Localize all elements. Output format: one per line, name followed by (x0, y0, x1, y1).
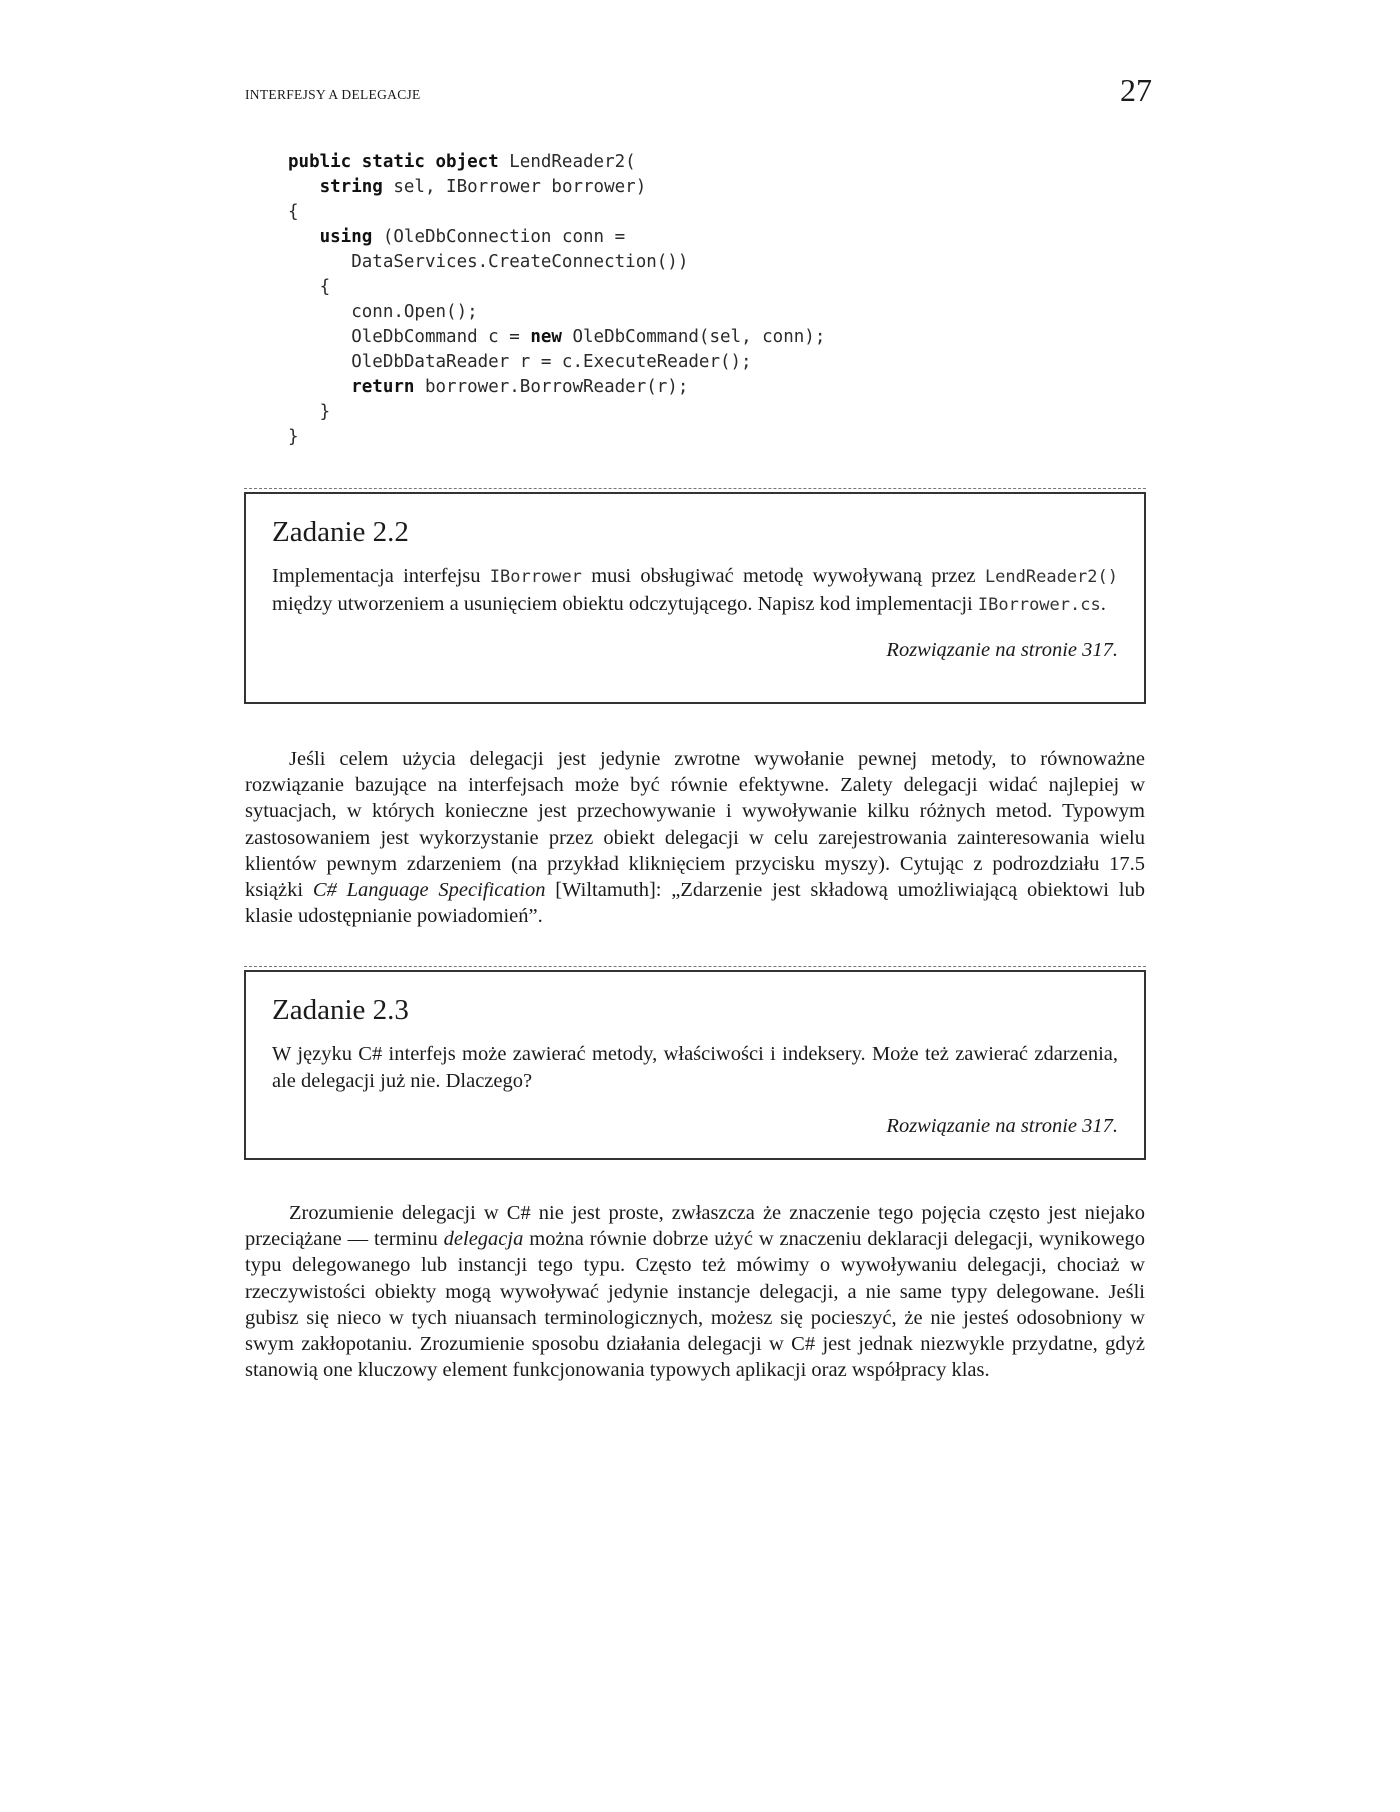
running-head: INTERFEJSY A DELEGACJE (245, 87, 421, 102)
task-title: Zadanie 2.3 (272, 994, 409, 1026)
code-line-7: conn.Open(); (351, 302, 478, 322)
code-line-3: { (288, 202, 299, 222)
code-line-12: } (288, 427, 299, 447)
solution-reference: Rozwiązanie na stronie 317. (886, 1115, 1118, 1137)
body-paragraph-1: Jeśli celem użycia delegacji jest jedynie zwrotne wywołanie pewnej metody, to równoważne rozwiązanie bazujące na interfejsach może być równie efektywne. Zalety delegacji widać najlepiej w sytuacjach, w których konieczne jest przechowywanie i wywoływanie kilku różnych metod. Typowym zastosowaniem jest wykorzystanie przez obiekt delegacji w celu zarejestrowania zainteresowania wielu klientów pewnym zdarzeniem (na przykład kliknięciem przycisku myszy). Cytując z podrozdziału 17.5 książki C# Language Specification [Wiltamuth]: „Zdarzenie jest składową umożliwiającą obiektowi lub klasie udostępnianie powiadomień”. (245, 748, 1145, 928)
code-line-4: using (OleDbConnection conn = (319, 227, 626, 247)
code-line-11: } (319, 402, 331, 422)
code-line-10: return borrower.BorrowReader(r); (351, 377, 689, 397)
code-line-8: OleDbCommand c = new OleDbCommand(sel, conn); (351, 327, 826, 347)
code-line-5: DataServices.CreateConnection()) (351, 252, 689, 272)
code-line-2: string sel, IBorrower borrower) (319, 177, 647, 197)
code-line-9: OleDbDataReader r = c.ExecuteReader(); (351, 352, 752, 372)
page-number: 27 (1120, 72, 1152, 108)
solution-reference: Rozwiązanie na stronie 317. (886, 639, 1118, 661)
task-box-2-3 (244, 970, 1146, 1160)
task-title: Zadanie 2.2 (272, 516, 409, 548)
task-body: Implementacja interfejsu IBorrower musi obsługiwać metodę wywoływaną przez LendReader2() między utworzeniem a usunięciem obiektu odczytującego. Napisz kod implementacji IBorrower.cs. (272, 565, 1118, 615)
body-paragraph-2: Zrozumienie delegacji w C# nie jest proste, zwłaszcza że znaczenie tego pojęcia często jest niejako przeciążane — terminu delegacja można równie dobrze użyć w znaczeniu deklaracji delegacji, wynikowego typu delegowanego lub instancji tego typu. Często też mówimy o wywoływaniu delegacji, chociaż w rzeczywistości obiekty mogą wywoływać jedynie instancje delegacji, a nie same typy delegowane. Jeśli gubisz się nieco w tych niuansach terminologicznych, możesz się pocieszyć, że nie jesteś odosobniony w swym zakłopotaniu. Zrozumienie sposobu działania delegacji w C# jest jednak niezwykle przydatne, gdyż stanowią one kluczowy element funkcjonowania typowych aplikacji oraz współpracy klas. (245, 1202, 1145, 1382)
task-body: W języku C# interfejs może zawierać metody, właściwości i indeksery. Może też zawierać zdarzenia, ale delegacji już nie. Dlaczego? (272, 1043, 1118, 1092)
code-listing (288, 150, 1168, 450)
code-line-1: public static object LendReader2( (288, 152, 636, 172)
code-line-6: { (319, 277, 331, 297)
task-box-2-2 (244, 492, 1146, 704)
